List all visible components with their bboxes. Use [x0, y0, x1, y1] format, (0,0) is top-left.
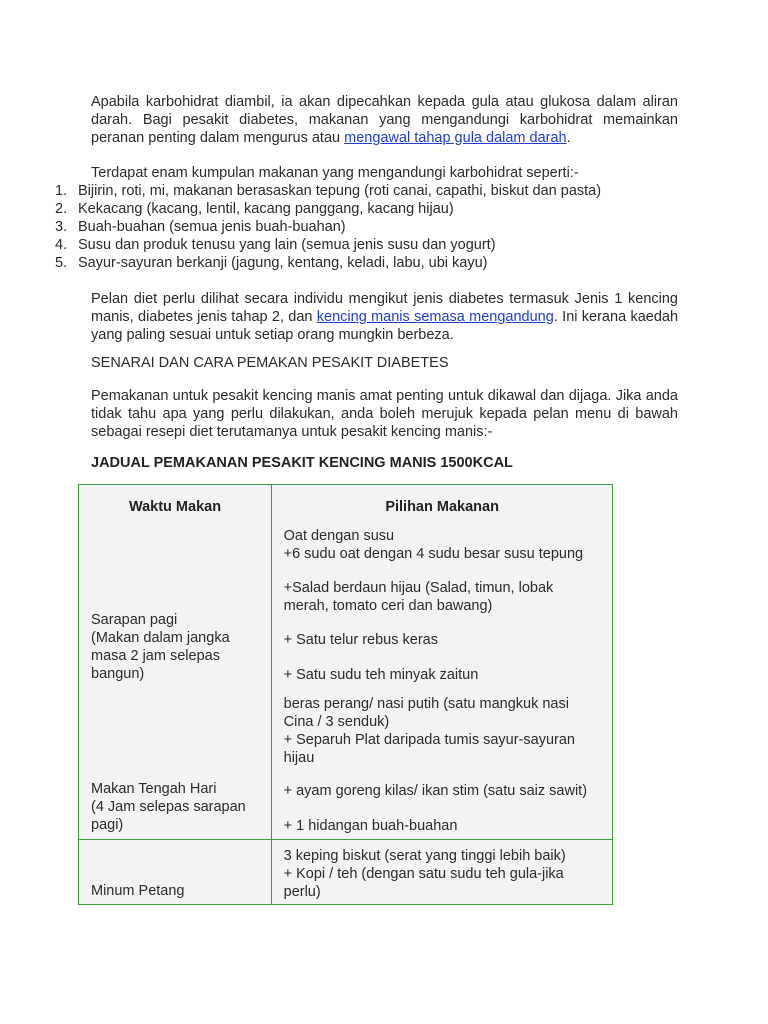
header-food-choice: Pilihan Makanan [385, 499, 499, 515]
food-groups-intro: Terdapat enam kumpulan makanan yang mengandungi karbohidrat seperti:- [91, 165, 579, 181]
food-line: + Satu sudu teh minyak zaitun [283, 667, 479, 683]
blood-sugar-link[interactable]: mengawal tahap gula dalam darah [344, 130, 567, 146]
meal-line: bangun) [91, 666, 145, 682]
intro-paragraph [91, 93, 678, 147]
food-line: + Satu telur rebus keras [283, 632, 438, 648]
food-line: perlu) [283, 884, 321, 900]
food-line: + 1 hidangan buah-buahan [283, 818, 458, 834]
meal-line: pagi) [91, 817, 124, 833]
list-text: Bijirin, roti, mi, makanan berasaskan tepung (roti canai, capathi, biskut dan pasta) [78, 183, 602, 199]
table-row [79, 840, 613, 905]
diet-plan-text: Pelan diet perlu dilihat secara individu mengikut jenis diabetes termasuk Jenis 1 kencing manis, diabetes jenis tahap 2, dan [91, 291, 678, 325]
food-line: +6 sudu oat dengan 4 sudu besar susu tepung [283, 546, 584, 562]
header-meal-time: Waktu Makan [128, 499, 222, 515]
list-text: Buah-buahan (semua jenis buah-buahan) [78, 219, 346, 235]
intro-end: . [566, 130, 571, 146]
list-text: Kekacang (kacang, lentil, kacang panggang, kacang hijau) [78, 201, 454, 217]
food-line: + ayam goreng kilas/ ikan stim (satu saiz sawit) [283, 783, 588, 799]
table-cell-meal [79, 485, 272, 840]
list-text: Sayur-sayuran berkanji (jagung, kentang, keladi, labu, ubi kayu) [78, 255, 488, 271]
food-line: hijau [283, 750, 315, 766]
list-number: 5. [55, 255, 68, 271]
table-row [79, 485, 613, 840]
list-item [55, 218, 601, 236]
meal-line: Makan Tengah Hari [91, 781, 217, 797]
list-number: 3. [55, 219, 68, 235]
table-cell-food [271, 840, 612, 905]
diet-plan-paragraph [91, 290, 678, 344]
list-text: Susu dan produk tenusu yang lain (semua jenis susu dan yogurt) [78, 237, 496, 253]
food-line: Cina / 3 senduk) [283, 714, 390, 730]
list-number: 2. [55, 201, 68, 217]
meal-line: (4 Jam selepas sarapan [91, 799, 246, 815]
intro-text: Apabila karbohidrat diambil, ia akan dipecahkan kepada gula atau glukosa dalam aliran darah. Bagi pesakit diabetes, makanan yang mengandungi karbohidrat memainkan peranan penting dalam mengurus atau [91, 94, 678, 146]
pregnancy-diabetes-link[interactable]: kencing manis semasa mengandung [316, 309, 554, 325]
list-item [55, 236, 601, 254]
food-line: merah, tomato ceri dan bawang) [283, 598, 493, 614]
food-groups-list [55, 182, 601, 272]
meal-line: (Makan dalam jangka [91, 630, 230, 646]
list-item [55, 182, 601, 200]
food-line: +Salad berdaun hijau (Salad, timun, lobak [283, 580, 554, 596]
table-title: JADUAL PEMAKANAN PESAKIT KENCING MANIS 1500KCAL [91, 455, 513, 471]
food-line: beras perang/ nasi putih (satu mangkuk nasi [283, 696, 569, 712]
diet-table [78, 484, 613, 905]
food-line: + Kopi / teh (dengan satu sudu teh gula-jika [283, 866, 564, 882]
food-line: + Separuh Plat daripada tumis sayur-sayuran [283, 732, 575, 748]
meal-line: masa 2 jam selepas [91, 648, 220, 664]
diet-plan-text-end: . Ini kerana kaedah yang paling sesuai untuk setiap orang mungkin berbeza. [91, 309, 679, 343]
section-heading: SENARAI DAN CARA PEMAKAN PESAKIT DIABETES [91, 355, 449, 371]
table-cell-meal [79, 840, 272, 905]
table-cell-food [271, 485, 612, 840]
list-number: 4. [55, 237, 68, 253]
food-line: 3 keping biskut (serat yang tinggi lebih baik) [283, 848, 566, 864]
list-item [55, 200, 601, 218]
meal-line: Minum Petang [91, 883, 185, 899]
list-number: 1. [55, 183, 68, 199]
menu-intro-paragraph: Pemakanan untuk pesakit kencing manis amat penting untuk dikawal dan dijaga. Jika anda tidak tahu apa yang perlu dilakukan, anda boleh merujuk kepada pelan menu di bawah sebagai resepi diet terutamanya untuk pesakit kencing manis:- [91, 388, 678, 440]
list-item [55, 254, 601, 272]
food-line: Oat dengan susu [283, 528, 395, 544]
meal-line: Sarapan pagi [91, 612, 178, 628]
